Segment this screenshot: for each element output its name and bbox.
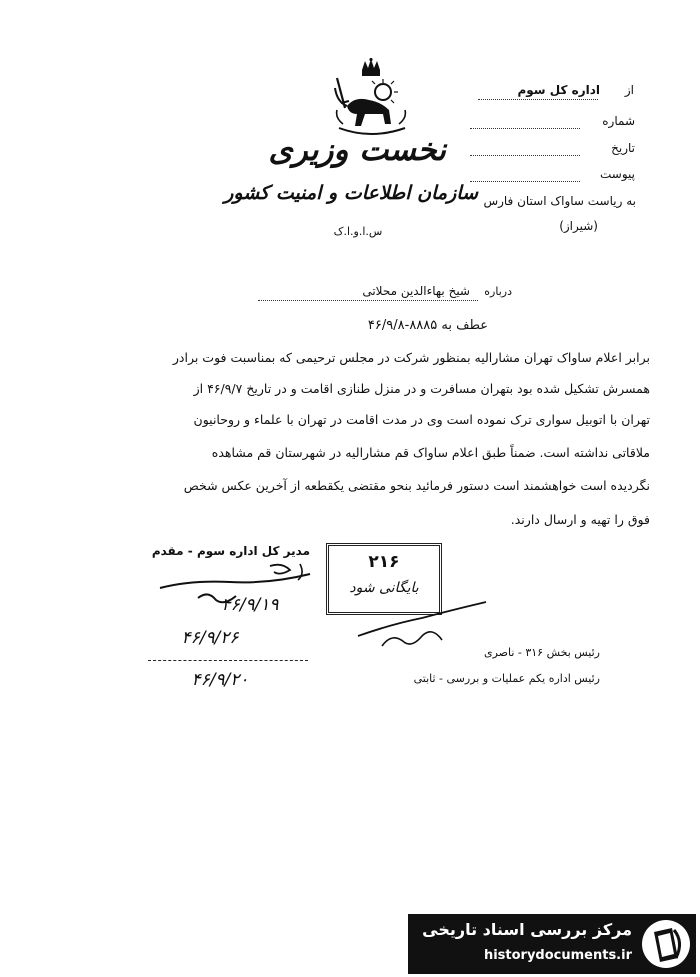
lion-and-sun-emblem-icon [325,58,417,138]
watermark-title: مرکز بررسی اسناد تاریخی [422,920,632,939]
letterhead-ref-code: س.ا.و.ا.ک [333,225,383,238]
letterhead-organization: سازمان اطلاعات و امنیت کشور [224,182,478,204]
watermark-url: historydocuments.ir [483,948,632,963]
body-line: فوق را تهیه و ارسال دارند. [510,512,650,527]
cc-line-2: رئیس اداره یکم عملیات و بررسی - ثابتی [413,672,600,685]
attachment-field-line [470,181,580,182]
body-line: برابر اعلام ساواک تهران مشارالیه بمنظور شرکت در مجلس ترحیمی که بمناسبت فوت برادر [172,350,650,365]
signature-date2-handwritten: ۴۶/۹/۲۰ [191,670,249,690]
number-label: شماره [602,114,635,128]
reference-line: عطف به ۸۸۸۵-۴۶/۹/۸ [367,318,488,333]
watermark-banner [408,914,696,974]
watermark-logo-icon [640,918,692,970]
subject-field-line [258,300,478,301]
signature-divider [148,660,308,661]
from-label: از [624,83,634,97]
recipient: به ریاست ساواک استان فارس [483,194,636,208]
body-line: همسرش تشکیل شده بود بتهران مسافرت و در منزل طنازی اقامت و در تاریخ ۴۶/۹/۷ از [193,381,650,396]
stamp-number: ۲۱۶ [368,552,400,572]
body-line: ملاقاتی نداشته است. ضمناً طبق اعلام ساواک قم مشارالیه در شهرستان قم مشاهده [211,445,650,460]
attachment-label: پیوست [600,167,635,181]
signature-code-handwritten: ۴۶/۹/۲۶ [181,628,239,648]
recipient-city: (شیراز) [559,219,598,233]
from-field-line [478,99,598,100]
date-label: تاریخ [611,141,635,155]
body-line: نگردیده است خواهشمند است دستور فرمائید بنحو مقتضی یکقطعه از آخرین عکس شخص [183,478,650,493]
from-value: اداره کل سوم [517,83,600,97]
signature-date-handwritten: ۴۶/۹/۱۹ [221,595,279,615]
subject-value: شیخ بهاءالدین محلاتی [362,284,470,298]
letterhead-title: نخست وزیری [268,132,446,168]
body-line: تهران با اتوبیل سواری ترک نموده است وی در مدت اقامت در تهران با علماء و روحانیون [193,412,650,427]
date-field-line [470,155,580,156]
subject-label: درباره [484,285,512,298]
stamp-text: بایگانی شود [349,580,419,596]
number-field-line [470,128,580,129]
cc-line-1: رئیس بخش ۳۱۶ - ناصری [483,646,600,659]
signature-title: مدیر کل اداره سوم - مقدم [151,544,310,558]
